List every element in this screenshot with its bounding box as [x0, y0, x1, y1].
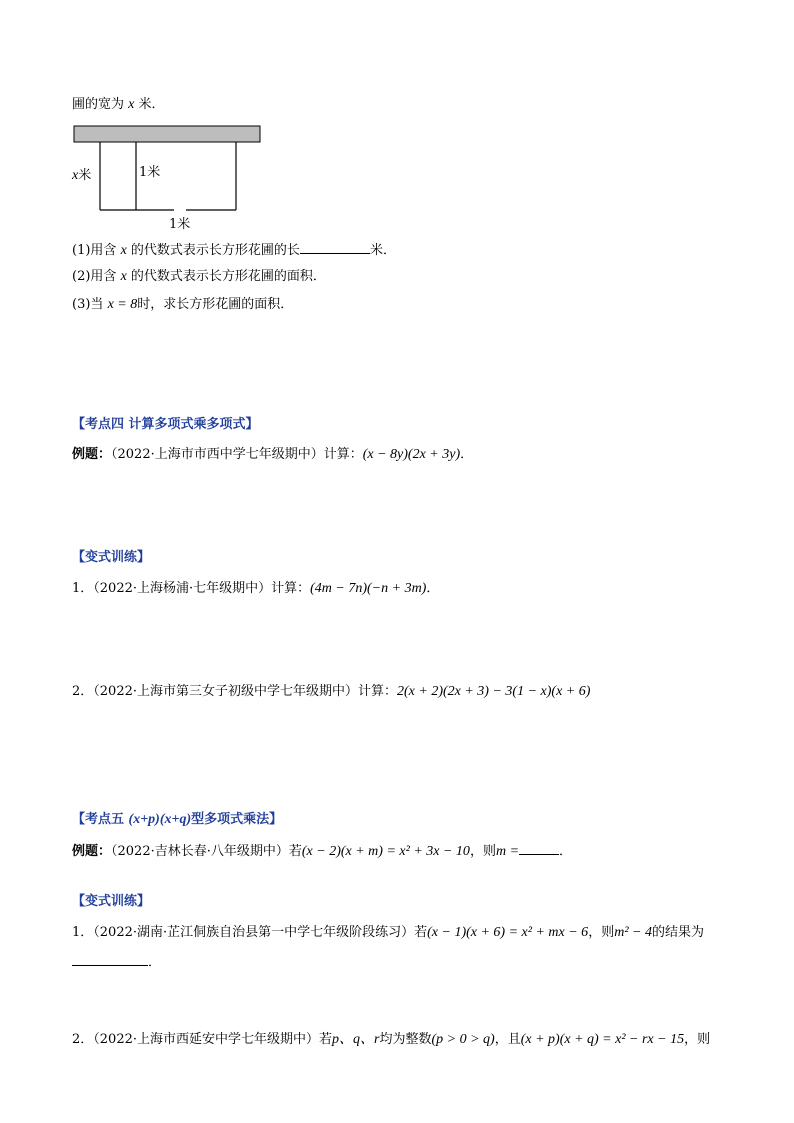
side-label: x米 [72, 168, 92, 183]
wall-bar [74, 126, 260, 142]
garden-figure [72, 124, 272, 234]
answer-blank [300, 240, 370, 254]
section-4-heading: 【考点四 计算多项式乘多项式】 [72, 417, 259, 432]
section-4-problem-2: 2．（2022·上海市第三女子初级中学七年级期中）计算：2(x + 2)(2x + 3) − 3(1 − x)(x + 6) [72, 684, 591, 699]
section-5-example: 例题：（2022·吉林长春·八年级期中）若(x − 2)(x + m) = x² + 3x − 10，则m = ． [72, 841, 572, 861]
question-2: (2)用含 x 的代数式表示长方形花圃的面积． [72, 269, 326, 284]
section-5-problem-2: 2．（2022·上海市西延安中学七年级期中）若p、q、r均为整数(p > 0 > q)，且(x + p)(x + q) = x² − rx − 15，则 [72, 1032, 711, 1047]
bottom-label: 1米 [169, 217, 191, 232]
intro-text: 圃的宽为 [72, 97, 125, 112]
question-3: (3)当 x = 8时，求长方形花圃的面积． [72, 297, 294, 312]
section-4-problem-1: 1．（2022·上海杨浦·七年级期中）计算：(4m − 7n)(−n + 3m)． [72, 581, 440, 596]
section-5-training-heading: 【变式训练】 [72, 894, 151, 909]
section-5-problem-1: 1．（2022·湖南·芷江侗族自治县第一中学七年级阶段练习）若(x − 1)(x + 6) = x² + mx − 6，则m² − 4的结果为 [72, 925, 704, 940]
section-4-example: 例题：（2022·上海市市西中学七年级期中）计算：(x − 8y)(2x + 3y)． [72, 447, 474, 462]
section-5-problem-1-blank: ． [72, 952, 161, 972]
question-1: (1)用含 x 的代数式表示长方形花圃的长 米． [72, 240, 396, 260]
intro-text-end: 米． [138, 97, 165, 112]
section-5-heading: 【考点五 (x+p)(x+q)型多项式乘法】 [72, 812, 283, 827]
answer-blank [519, 841, 559, 855]
section-4-training-heading: 【变式训练】 [72, 550, 151, 565]
intro-line [72, 96, 165, 114]
answer-blank [72, 952, 148, 966]
inner-label: 1米 [139, 165, 161, 180]
intro-var: x [128, 97, 135, 112]
